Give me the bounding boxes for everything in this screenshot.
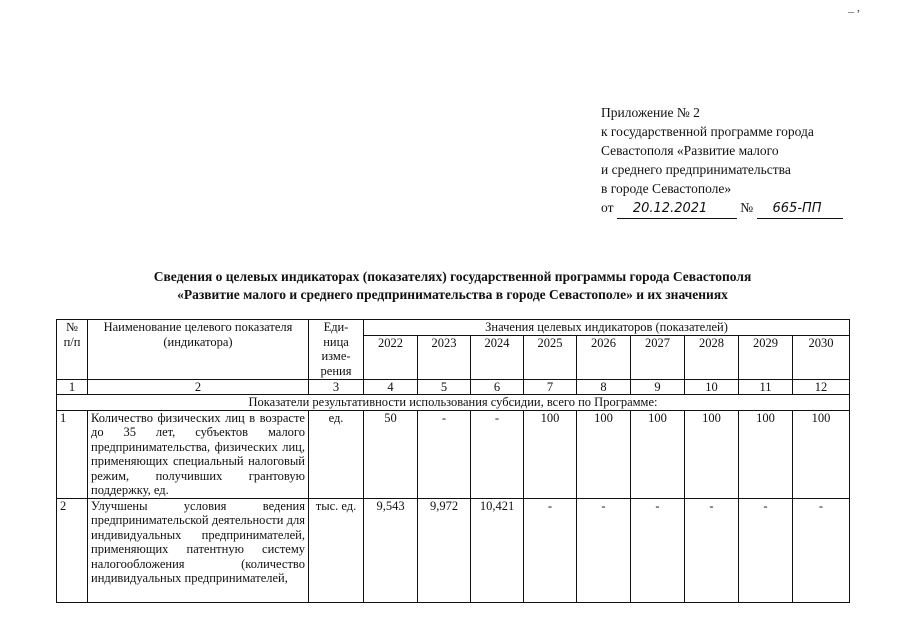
col-number: 1: [57, 379, 88, 395]
col-number: 4: [364, 379, 418, 395]
row-value: -: [685, 498, 739, 602]
row-num: 1: [57, 410, 88, 498]
col-number: 12: [793, 379, 850, 395]
header-year: 2022: [364, 335, 418, 379]
row-value: 9,972: [418, 498, 471, 602]
row-value: 100: [631, 410, 685, 498]
row-value: 9,543: [364, 498, 418, 602]
header-unit: Еди-ница изме-рения: [309, 320, 364, 380]
col-number: 7: [524, 379, 577, 395]
column-number-row: [57, 379, 850, 395]
appendix-line-4: и среднего предпринимательства: [601, 162, 791, 177]
header-year: 2026: [577, 335, 631, 379]
row-value: 100: [524, 410, 577, 498]
appendix-date-line: [601, 198, 891, 219]
table-row: [57, 498, 850, 602]
title-line-2: «Развитие малого и среднего предпринимательства в городе Севастополе» и их значениях: [177, 287, 728, 302]
header-year: 2028: [685, 335, 739, 379]
handwritten-date: 20.12.2021: [617, 199, 737, 219]
row-value: -: [471, 410, 524, 498]
row-value: -: [577, 498, 631, 602]
row-indicator-name: Количество физических лиц в возрасте до 35 лет, субъектов малого предпринимательства, физических лиц, применяющих специальный налоговый режим, получивших грантовую поддержку, ед.: [88, 410, 309, 498]
col-number: 11: [739, 379, 793, 395]
appendix-line-3: Севастополя «Развитие малого: [601, 143, 779, 158]
appendix-block: [601, 103, 891, 219]
header-year: 2030: [793, 335, 850, 379]
appendix-line-2: к государственной программе города: [601, 124, 814, 139]
row-value: -: [739, 498, 793, 602]
header-values-group: Значения целевых индикаторов (показателей): [364, 320, 850, 336]
header-row-1: [57, 320, 850, 336]
section-row: [57, 395, 850, 411]
indicators-table: [56, 319, 850, 603]
row-value: -: [631, 498, 685, 602]
header-num: № п/п: [57, 320, 88, 380]
document-title: [0, 268, 905, 304]
section-title: Показатели результативности использования субсидии, всего по Программе:: [57, 395, 850, 411]
row-num: 2: [57, 498, 88, 602]
row-value: -: [793, 498, 850, 602]
col-number: 5: [418, 379, 471, 395]
row-value: 50: [364, 410, 418, 498]
header-year: 2029: [739, 335, 793, 379]
row-unit: тыс. ед.: [309, 498, 364, 602]
handwritten-number: 665-ПП: [757, 199, 843, 219]
table-row: [57, 410, 850, 498]
row-indicator-name: Улучшены условия ведения предпринимательской деятельности для индивидуальных предпринимателей, применяющих патентную систему налогообложения (количество индивидуальных предпринимателей,: [88, 498, 309, 602]
row-value: 100: [793, 410, 850, 498]
row-value: 100: [739, 410, 793, 498]
header-year: 2024: [471, 335, 524, 379]
header-year: 2025: [524, 335, 577, 379]
appendix-line-1: Приложение № 2: [601, 105, 700, 120]
col-number: 2: [88, 379, 309, 395]
appendix-line-5: в городе Севастополе»: [601, 181, 732, 196]
header-year: 2027: [631, 335, 685, 379]
row-value: 100: [577, 410, 631, 498]
col-number: 3: [309, 379, 364, 395]
row-value: -: [524, 498, 577, 602]
col-number: 9: [631, 379, 685, 395]
row-value: 100: [685, 410, 739, 498]
row-value: -: [418, 410, 471, 498]
row-unit: ед.: [309, 410, 364, 498]
col-number: 6: [471, 379, 524, 395]
header-name: Наименование целевого показателя (индикатора): [88, 320, 309, 380]
date-prefix: от: [601, 200, 614, 215]
corner-mark: _ ,: [848, 0, 860, 14]
row-value: 10,421: [471, 498, 524, 602]
header-year: 2023: [418, 335, 471, 379]
col-number: 8: [577, 379, 631, 395]
title-line-1: Сведения о целевых индикаторах (показателях) государственной программы города Севастополя: [153, 269, 752, 284]
col-number: 10: [685, 379, 739, 395]
number-sign: №: [740, 200, 754, 215]
